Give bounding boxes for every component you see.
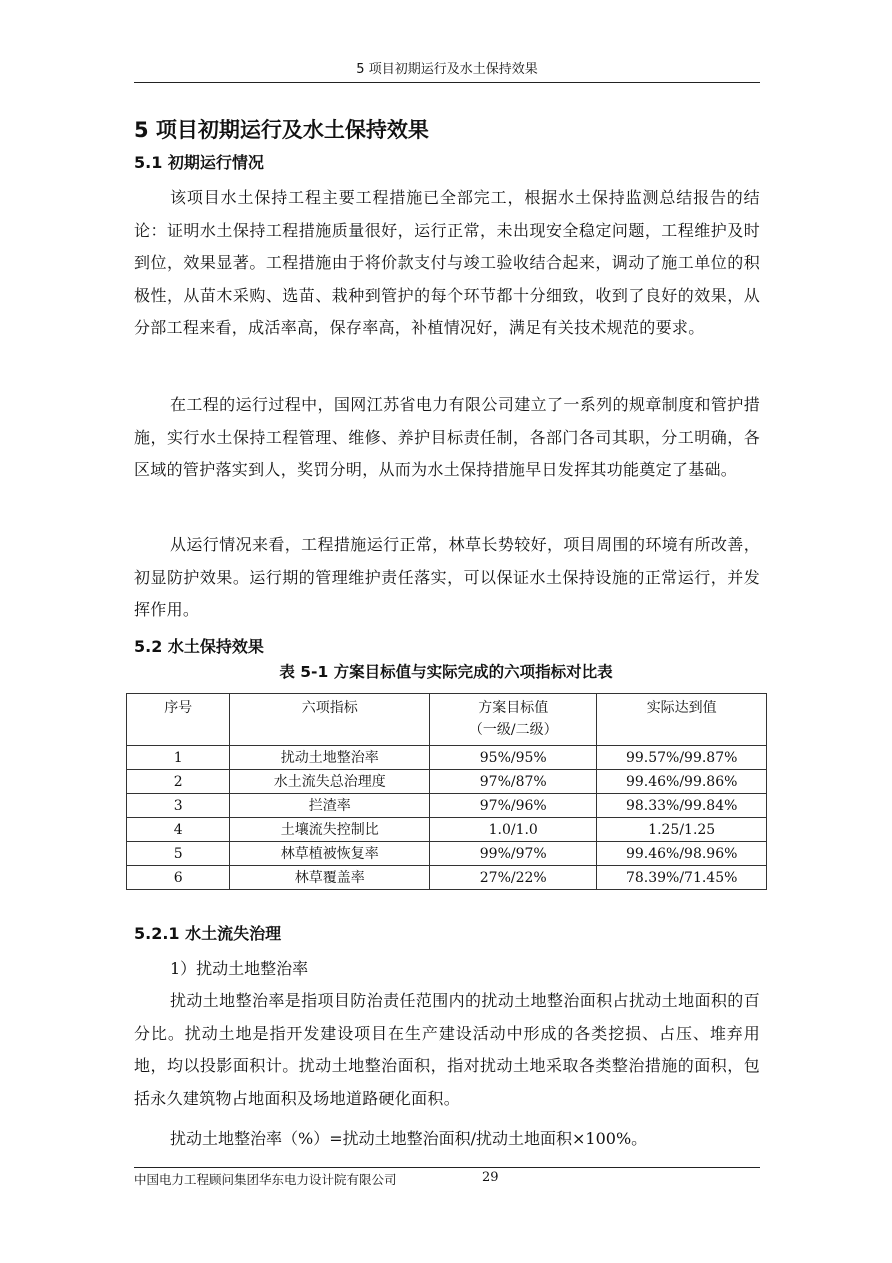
- section-5-title: 5 项目初期运行及水土保持效果: [134, 118, 429, 142]
- section-5-2-title: 5.2 水土保持效果: [134, 637, 264, 656]
- cell-no: 3: [127, 794, 230, 818]
- cell-target: 99%/97%: [430, 842, 597, 866]
- page-number: 29: [482, 1170, 499, 1185]
- header-actual: 实际达到值: [597, 694, 767, 746]
- table-row: [127, 746, 767, 770]
- table-row: [127, 866, 767, 890]
- header-no: 序号: [127, 694, 230, 746]
- paragraph-initial-operation-3: 从运行情况来看，工程措施运行正常，林草长势较好，项目周围的环境有所改善，初显防护效果。运行期的管理维护责任落实，可以保证水土保持设施的正常运行，并发挥作用。: [134, 535, 760, 620]
- cell-no: 6: [127, 866, 230, 890]
- item-label-disturbed-land: 1）扰动土地整治率: [170, 959, 309, 978]
- cell-indicator: 拦渣率: [230, 794, 430, 818]
- cell-indicator: 水土流失总治理度: [230, 770, 430, 794]
- cell-indicator: 林草覆盖率: [230, 866, 430, 890]
- running-header: 5 项目初期运行及水土保持效果: [356, 62, 538, 77]
- cell-indicator: 林草植被恢复率: [230, 842, 430, 866]
- header-target: [430, 694, 597, 746]
- cell-no: 4: [127, 818, 230, 842]
- cell-target: 27%/22%: [430, 866, 597, 890]
- cell-actual: 99.46%/98.96%: [597, 842, 767, 866]
- footer-company: 中国电力工程顾问集团华东电力设计院有限公司: [134, 1172, 397, 1187]
- table-caption: 表 5-1 方案目标值与实际完成的六项指标对比表: [279, 663, 613, 681]
- paragraph-initial-operation-1: 该项目水土保持工程主要工程措施已全部完工，根据水土保持监测总结报告的结论：证明水土保持工程措施质量很好，运行正常，未出现安全稳定问题，工程维护及时到位，效果显著。工程措施由于将价款支付与竣工验收结合起来，调动了施工单位的积极性，从苗木采购、选苗、栽种到管护的每个环节都十分细致，收到了良好的效果，从分部工程来看，成活率高，保存率高，补植情况好，满足有关技术规范的要求。: [134, 188, 760, 338]
- cell-indicator: 土壤流失控制比: [230, 818, 430, 842]
- cell-target: 95%/95%: [430, 746, 597, 770]
- footer-divider: [134, 1167, 760, 1168]
- cell-no: 5: [127, 842, 230, 866]
- header-target-line1: 方案目标值: [478, 700, 549, 716]
- cell-target: 97%/96%: [430, 794, 597, 818]
- header-target-line2: （一级/二级）: [468, 722, 558, 738]
- cell-actual: 1.25/1.25: [597, 818, 767, 842]
- formula-disturbed-land-rate: 扰动土地整治率（%）=扰动土地整治面积/扰动土地面积×100%。: [170, 1129, 648, 1148]
- cell-target: 1.0/1.0: [430, 818, 597, 842]
- cell-actual: 78.39%/71.45%: [597, 866, 767, 890]
- header-indicator: 六项指标: [230, 694, 430, 746]
- cell-actual: 99.57%/99.87%: [597, 746, 767, 770]
- section-5-2-1-title: 5.2.1 水土流失治理: [134, 924, 282, 943]
- table-header-row: [127, 694, 767, 746]
- header-divider: [134, 82, 760, 83]
- table-row: [127, 770, 767, 794]
- section-5-1-title: 5.1 初期运行情况: [134, 153, 264, 172]
- cell-indicator: 扰动土地整治率: [230, 746, 430, 770]
- cell-no: 2: [127, 770, 230, 794]
- cell-target: 97%/87%: [430, 770, 597, 794]
- table-row: [127, 818, 767, 842]
- cell-no: 1: [127, 746, 230, 770]
- table-row: [127, 842, 767, 866]
- cell-actual: 99.46%/99.86%: [597, 770, 767, 794]
- paragraph-initial-operation-2: 在工程的运行过程中，国网江苏省电力有限公司建立了一系列的规章制度和管护措施，实行水土保持工程管理、维修、养护目标责任制，各部门各司其职，分工明确，各区域的管护落实到人，奖罚分明，从而为水土保持措施早日发挥其功能奠定了基础。: [134, 395, 760, 480]
- indicator-comparison-table: [126, 693, 767, 890]
- paragraph-disturbed-land-definition: 扰动土地整治率是指项目防治责任范围内的扰动土地整治面积占扰动土地面积的百分比。扰动土地是指开发建设项目在生产建设活动中形成的各类挖损、占压、堆弃用地，均以投影面积计。扰动土地整治面积，指对扰动土地采取各类整治措施的面积，包括永久建筑物占地面积及场地道路硬化面积。: [134, 991, 760, 1108]
- cell-actual: 98.33%/99.84%: [597, 794, 767, 818]
- table-row: [127, 794, 767, 818]
